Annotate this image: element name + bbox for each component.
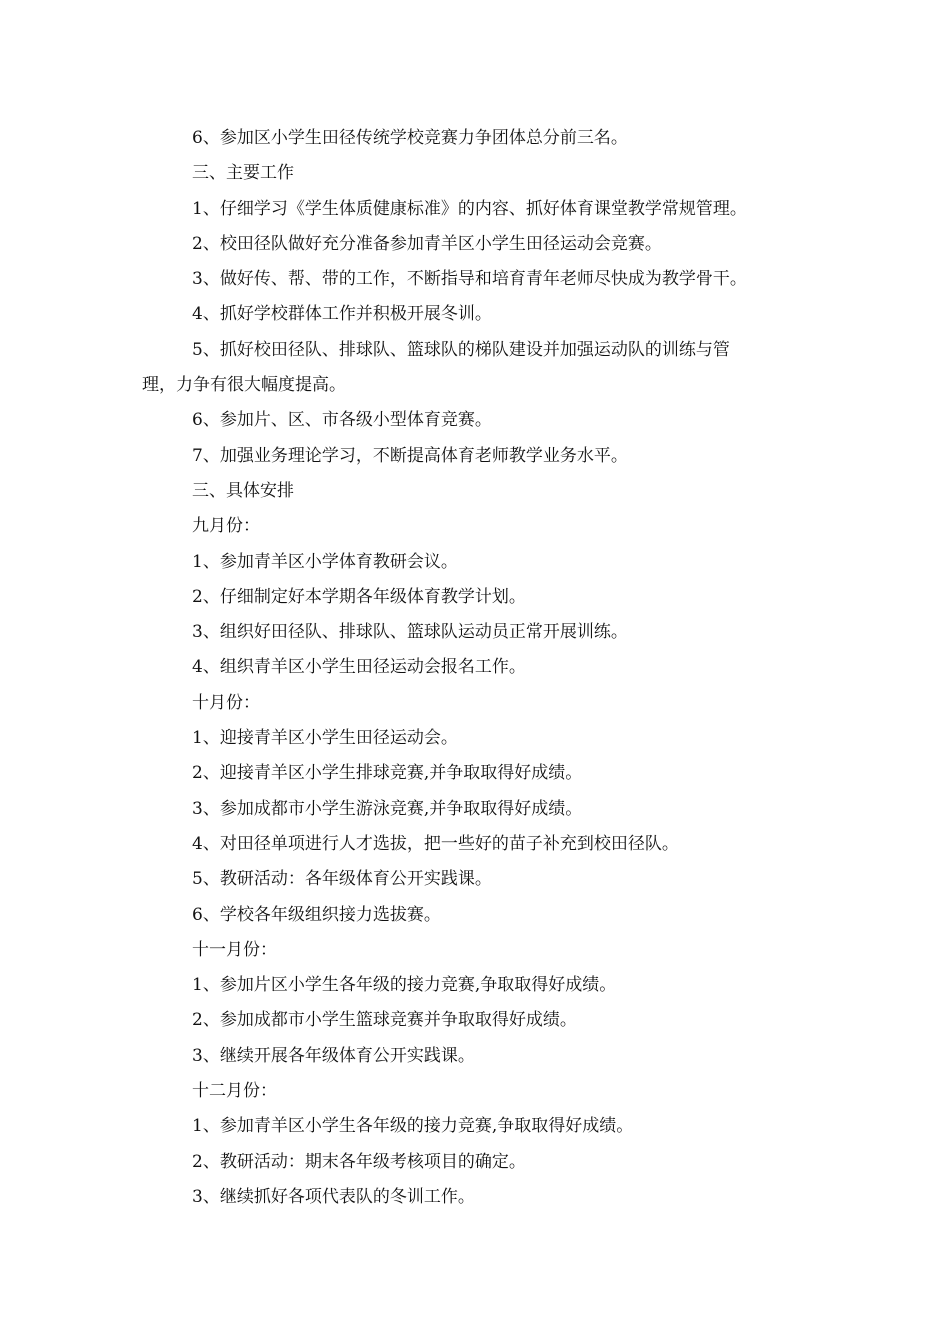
document-line: 十月份： <box>192 692 260 713</box>
document-line: 2、迎接青羊区小学生排球竞赛,并争取取得好成绩。 <box>192 763 583 784</box>
document-line: 3、参加成都市小学生游泳竞赛,并争取取得好成绩。 <box>192 798 583 819</box>
document-line: 1、参加青羊区小学生各年级的接力竞赛,争取取得好成绩。 <box>192 1116 634 1137</box>
document-line: 7、加强业务理论学习，不断提高体育老师教学业务水平。 <box>192 445 628 466</box>
document-line: 三、具体安排 <box>192 480 294 501</box>
document-line: 4、抓好学校群体工作并积极开展冬训。 <box>192 304 492 325</box>
document-line: 6、参加区小学生田径传统学校竞赛力争团体总分前三名。 <box>192 128 628 148</box>
document-line: 6、学校各年级组织接力选拔赛。 <box>192 904 441 925</box>
document-line: 5、抓好校田径队、排球队、篮球队的梯队建设并加强运动队的训练与管 <box>192 339 730 360</box>
document-line: 理，力争有很大幅度提高。 <box>142 375 346 396</box>
document-line: 3、继续抓好各项代表队的冬训工作。 <box>192 1186 475 1207</box>
document-line: 1、参加片区小学生各年级的接力竞赛,争取取得好成绩。 <box>192 975 617 996</box>
document-line: 3、继续开展各年级体育公开实践课。 <box>192 1045 475 1066</box>
document-line: 2、校田径队做好充分准备参加青羊区小学生田径运动会竞赛。 <box>192 233 662 254</box>
document-line: 1、仔细学习《学生体质健康标准》的内容、抓好体育课堂教学常规管理。 <box>192 198 747 219</box>
document-line: 4、组织青羊区小学生田径运动会报名工作。 <box>192 657 526 678</box>
document-line: 5、教研活动：各年级体育公开实践课。 <box>192 869 492 890</box>
document-line: 2、教研活动：期末各年级考核项目的确定。 <box>192 1151 526 1172</box>
document-line: 十二月份： <box>192 1081 277 1102</box>
document-body <box>142 121 812 1215</box>
document-line: 2、仔细制定好本学期各年级体育教学计划。 <box>192 586 526 607</box>
document-line: 6、参加片、区、市各级小型体育竞赛。 <box>192 410 492 431</box>
document-line: 1、迎接青羊区小学生田径运动会。 <box>192 728 458 749</box>
document-line: 1、参加青羊区小学体育教研会议。 <box>192 551 458 572</box>
document-line: 3、做好传、帮、带的工作，不断指导和培育青年老师尽快成为教学骨干。 <box>192 269 747 290</box>
document-line: 十一月份： <box>192 939 277 960</box>
document-line: 三、主要工作 <box>192 163 294 184</box>
document-line: 九月份： <box>192 516 260 537</box>
document-line: 2、参加成都市小学生篮球竞赛并争取取得好成绩。 <box>192 1010 577 1031</box>
document-line: 3、组织好田径队、排球队、篮球队运动员正常开展训练。 <box>192 622 628 643</box>
document-line: 4、对田径单项进行人才选拔，把一些好的苗子补充到校田径队。 <box>192 833 679 854</box>
